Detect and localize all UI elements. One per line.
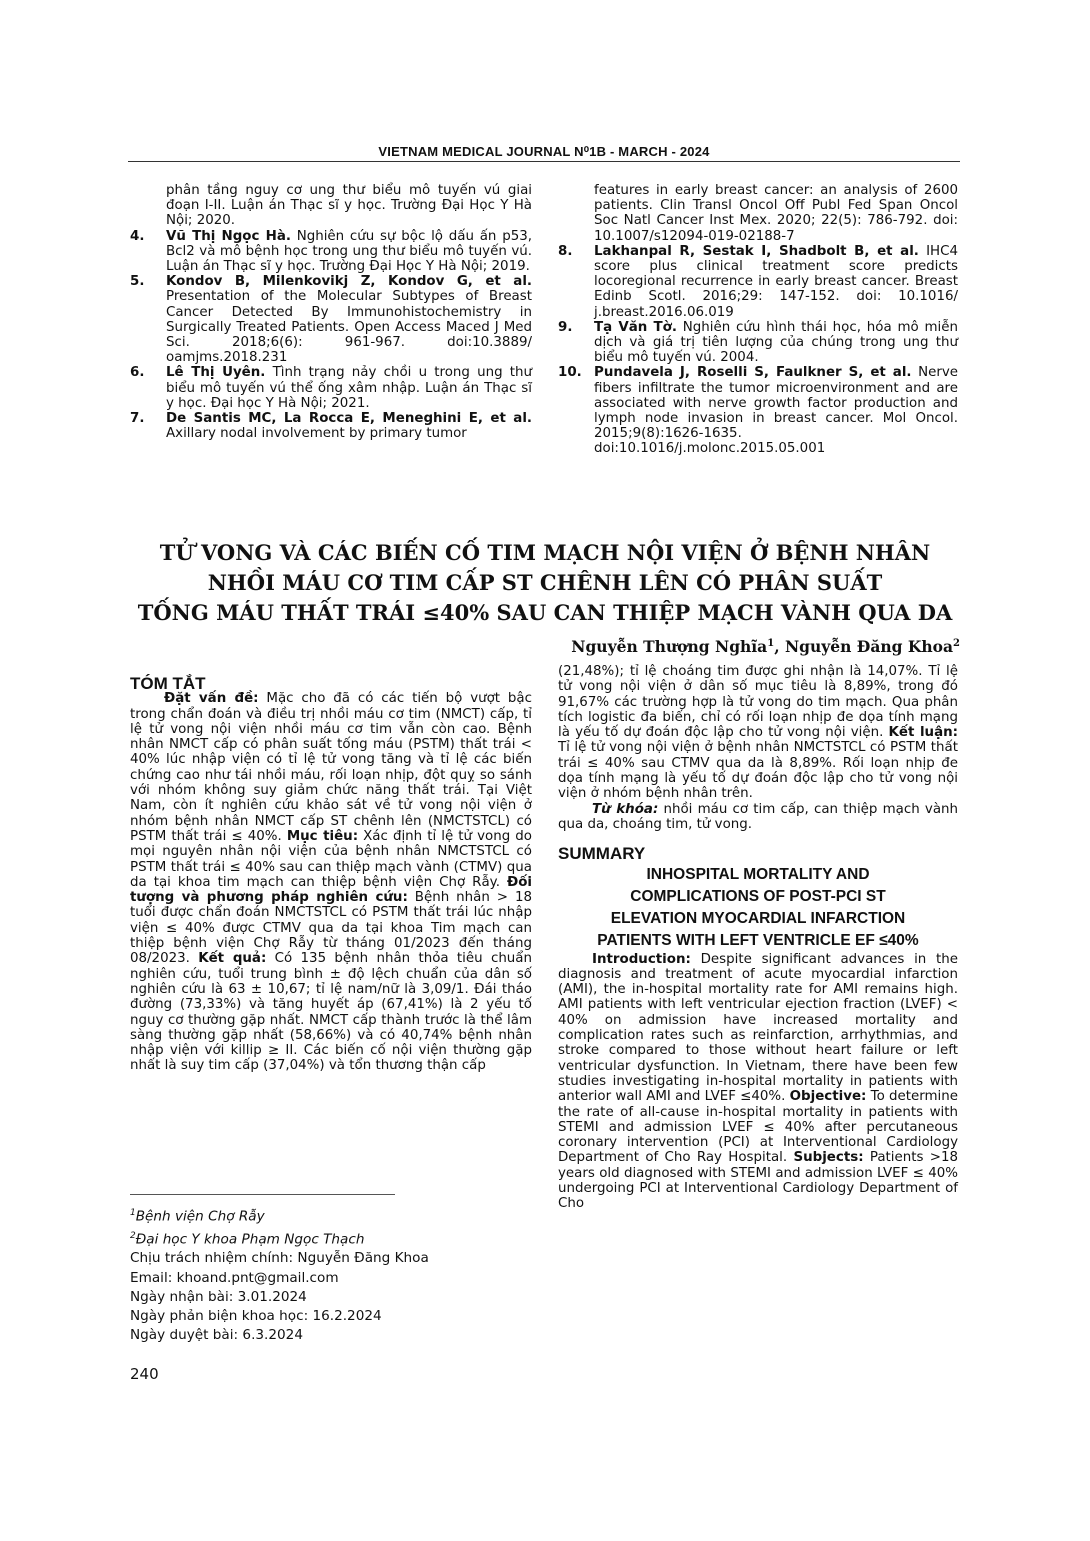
reference-item <box>130 274 532 365</box>
reference-authors: Tạ Văn Tờ. <box>594 319 677 335</box>
date-reviewed: Ngày phản biện khoa học: 16.2.2024 <box>130 1308 382 1325</box>
title-line-3: TỐNG MÁU THẤT TRÁI ≤40% SAU CAN THIỆP MẠCH VÀNH QUA DA <box>137 600 953 625</box>
reference-authors: Lê Thị Uyên. <box>166 365 266 381</box>
author-1: Nguyễn Thượng Nghĩa <box>571 637 768 656</box>
reference-number: 6. <box>130 365 145 381</box>
footnote-affiliation-2 <box>130 1227 532 1250</box>
label-objective: Mục tiêu: <box>286 828 359 844</box>
label-conclusion: Kết luận: <box>888 725 959 741</box>
summary-title-line-4: PATIENTS WITH LEFT VENTRICLE EF ≤40% <box>597 931 919 949</box>
label-objective-en: Objective: <box>789 1089 867 1105</box>
header-rule <box>128 161 960 162</box>
reference-number: 5. <box>130 274 145 290</box>
footnote-2-text: Đại học Y khoa Phạm Ngọc Thạch <box>135 1231 365 1248</box>
tomtat-heading: TÓM TẮT <box>130 674 206 693</box>
reference-text: Presentation of the Molecular Subtypes of Breast Cancer Detected By Immunohistochemistry in Surgically Treated Patients. Open Access Maced J Med Sci. 2018;6(6): 961-967. doi:10.3889/ oamjms.2018.231 <box>166 289 532 366</box>
reference-text: Axillary nodal involvement by primary tumor <box>166 426 467 442</box>
summary-paragraph <box>558 952 958 1212</box>
reference-item <box>558 320 958 366</box>
summary-title-line-3: ELEVATION MYOCARDIAL INFARCTION <box>610 909 906 927</box>
references-right-column <box>558 183 958 457</box>
abstract-vi-left <box>130 676 532 1074</box>
email: Email: khoand.pnt@gmail.com <box>130 1269 339 1286</box>
text-objective-en: To determine the rate of all-cause in-hospital mortality in patients with STEMI and admission LVEF ≤ 40% after percutaneous coronary intervention (PCI) at Interventional Cardiology Department of Cho Ray Hospital. <box>558 1089 959 1166</box>
keywords-label: Từ khóa: <box>592 801 659 817</box>
label-background: Đặt vấn đề: <box>164 691 259 707</box>
author-line <box>571 637 960 656</box>
reference-text: Nghiên cứu sự bộc lộ dấu ấn p53, Bcl2 và mô bệnh học trong ung thư biểu mô tuyến vú. Luận án Thạc sĩ y học. Trường Đại Học Y Hà Nội; 2019. <box>166 228 532 275</box>
date-received: Ngày nhận bài: 3.01.2024 <box>130 1288 307 1305</box>
keywords <box>558 802 958 833</box>
tomtat-continuation <box>558 664 958 802</box>
summary-title-line-1: INHOSPITAL MORTALITY AND <box>646 865 870 883</box>
label-subjects: Subjects: <box>793 1150 864 1166</box>
reference-continuation: features in early breast cancer: an analysis of 2600 patients. Clin Transl Oncol Off Publ Fed Span Oncol Soc Natl Cancer Inst Mex. 2020; 22(5): 786-792. doi: 10.1007/s12094-019-02188-7 <box>594 183 958 244</box>
reference-number: 10. <box>558 365 582 381</box>
reference-item <box>558 365 958 456</box>
footnotes <box>130 1204 532 1345</box>
reference-item <box>130 365 532 411</box>
reference-text: IHC4 score plus clinical treatment score predicts locoregional recurrence in early breast cancer. Breast Edinb Scotl. 2016;29: 147-152. doi: 10.1016/ j.breast.2016.06.019 <box>594 243 958 320</box>
reference-number: 4. <box>130 228 145 244</box>
footnote-affiliation-1 <box>130 1204 532 1227</box>
text-subjects: Patients >18 years old diagnosed with STEMI and admission LVEF ≤ 40% undergoing PCI at Interventional Cardiology Department of Cho <box>558 1150 959 1212</box>
reference-authors: De Santis MC, La Rocca E, Meneghini E, et al. <box>166 411 532 427</box>
tomtat-paragraph <box>130 691 532 1073</box>
reference-number: 7. <box>130 411 145 427</box>
reference-text: Nerve fibers infiltrate the tumor microenvironment and are associated with nerve growth factor production and lymph node invasion in breast cancer. Mol Oncol. 2015;9(8):1626-1635. doi:10.1016/j.molonc.2015.05.001 <box>594 365 958 457</box>
footnote-2-marker: 2 <box>130 1230 136 1241</box>
footnote-rule <box>130 1194 395 1195</box>
summary-title <box>558 864 958 952</box>
author-2-affiliation: 2 <box>953 637 960 649</box>
author-separator: , <box>774 637 785 656</box>
reference-item <box>130 229 532 275</box>
reference-authors: Lakhanpal R, Sestak I, Shadbolt B, et al. <box>594 243 919 259</box>
page-number: 240 <box>130 1365 159 1383</box>
text-methods: Bệnh nhân > 18 tuổi được chẩn đoán NMCTSTCL có PSTM thất trái lúc nhập viện ≤ 40% được CTMV qua da tại khoa Tim mạch can thiệp bệnh viện Chợ Rẫy từ tháng 01/2023 đến tháng 08/2023. <box>130 890 533 967</box>
text-introduction: Despite significant advances in the diagnosis and treatment of acute myocardial infarction (AMI), the in-hospital mortality rate for AMI remains high. AMI patients with left ventricular ejection fraction (LVEF) < 40% on admission have increased mortality and complication rates such as reinfarction, arrhythmias, and stroke compared to those without heart failure or left ventricular dysfunction. In Vietnam, there have been few studies investigating in-hospital mortality in patients with anterior wall AMI and LVEF ≤40%. <box>558 951 958 1105</box>
references-left-column <box>130 183 532 441</box>
footnote-1-text: Bệnh viện Chợ Rẫy <box>135 1208 265 1225</box>
author-2: Nguyễn Đăng Khoa <box>785 637 954 656</box>
running-header: VIETNAM MEDICAL JOURNAL N⁰1B - MARCH - 2024 <box>378 144 710 159</box>
text-objective: Xác định tỉ lệ tử vong do mọi nguyên nhân nội viện của bệnh nhân NMCTSTCL có PSTM thất trái ≤ 40% sau can thiệp mạch vành (CTMV) qua da tại khoa tim mạch can thiệp bệnh viện Chợ Rẫy. <box>130 828 532 890</box>
reference-item <box>130 411 532 441</box>
reference-authors: Kondov B, Milenkovikj Z, Kondov G, et al. <box>166 274 532 290</box>
reference-number: 9. <box>558 319 573 335</box>
reference-item <box>558 244 958 320</box>
summary-heading: SUMMARY <box>558 844 646 864</box>
title-line-2: NHỒI MÁU CƠ TIM CẤP ST CHÊNH LÊN CÓ PHÂN SUẤT <box>207 570 883 595</box>
footnote-1-marker: 1 <box>130 1208 136 1218</box>
date-accepted: Ngày duyệt bài: 6.3.2024 <box>130 1327 303 1344</box>
reference-number: 8. <box>558 243 573 259</box>
corresponding-author: Chịu trách nhiệm chính: Nguyễn Đăng Khoa <box>130 1250 429 1267</box>
title-line-1: TỬ VONG VÀ CÁC BIẾN CỐ TIM MẠCH NỘI VIỆN Ở BỆNH NHÂN <box>159 540 931 565</box>
article-title <box>128 538 962 628</box>
reference-authors: Pundavela J, Roselli S, Faulkner S, et al. <box>594 365 912 381</box>
summary-title-line-2: COMPLICATIONS OF POST-PCI ST <box>630 887 886 905</box>
text-conclusion: Tỉ lệ tử vong nội viện ở bệnh nhân NMCTSTCL có PSTM thất trái ≤ 40% sau CTMV qua da là 8,89%. Rối loạn nhịp đe dọa tính mạng là yếu tố dự đoán độc lập cho tử vong nội viện ở nhóm bệnh nhân trên. <box>558 740 958 802</box>
label-results: Kết quả: <box>198 951 267 967</box>
label-methods: Đối tượng và phương pháp nghiên cứu: <box>130 874 532 906</box>
text-background: Mặc cho đã có các tiến bộ vượt bậc trong chẩn đoán và điều trị nhồi máu cơ tim (NMCT) cấp, tỉ lệ tử vong nội viện nhồi máu cơ tim vẫn còn cao. Bệnh nhân NMCT cấp có phân suất tống máu (PSTM) thất trái < 40% lúc nhập viện có tỉ lệ tử vong tăng và tỉ lệ các biến chứng cao như tái nhồi máu, rối loạn nhịp, đột quỵ so sánh với nhóm không suy giảm chức năng thất trái. Tại Việt Nam, còn ít nghiên cứu khảo sát về tử vong nội viện ở nhóm bệnh nhân NMCT cấp ST chênh lên (NMCTSTCL) có PSTM thất trái ≤ 40%. <box>130 691 532 844</box>
reference-continuation: phân tầng nguy cơ ung thư biểu mô tuyến vú giai đoạn I-II. Luận án Thạc sĩ y học. Trường Đại Học Y Hà Nội; 2020. <box>166 183 532 229</box>
abstract-right <box>558 664 958 1212</box>
reference-authors: Vũ Thị Ngọc Hà. <box>166 228 291 244</box>
text-results-cont: (21,48%); tỉ lệ choáng tim được ghi nhận là 14,07%. Tỉ lệ tử vong nội viện ở dân số mục tiêu là 8,89%, trong đó 91,67% các trường hợp là tử vong do tim mạch. Qua phân tích logistic đa biến, chỉ có rối loạn nhịp đe dọa tính mạng là yếu tố dự đoán độc lập cho tử vong nội viện. <box>558 664 958 741</box>
text-results: Có 135 bệnh nhân thỏa tiêu chuẩn nghiên cứu, tuổi trung bình ± độ lệch chuẩn của dân số nghiên cứu là 63 ± 10,67; tỉ lệ nam/nữ là 3,09/1. Đái tháo đường (73,33%) và tăng huyết áp (67,41%) là 2 yếu tố nguy cơ thường gặp nhất. NMCT cấp thành trước là thể lâm sàng thường gặp nhất (58,66%) và có 40,74% bệnh nhân nhập viện với killip ≥ II. Các biến cố nội viện thường gặp nhất là suy tim cấp (37,04%) và tổn thương thận cấp <box>130 951 532 1074</box>
reference-text: Tình trạng nảy chồi u trong ung thư biểu mô tuyến vú thể ống xâm nhập. Luận án Thạc sĩ y học. Đại học Y Hà Nội; 2021. <box>166 365 533 411</box>
label-introduction: Introduction: <box>592 951 691 967</box>
reference-text: Nghiên cứu hình thái học, hóa mô miễn dịch và giá trị tiên lượng của chúng trong ung thư biểu mô tuyến vú. 2004. <box>594 319 958 366</box>
keywords-text: nhồi máu cơ tim cấp, can thiệp mạch vành qua da, choáng tim, tử vong. <box>558 801 958 832</box>
author-1-affiliation: 1 <box>767 637 775 649</box>
